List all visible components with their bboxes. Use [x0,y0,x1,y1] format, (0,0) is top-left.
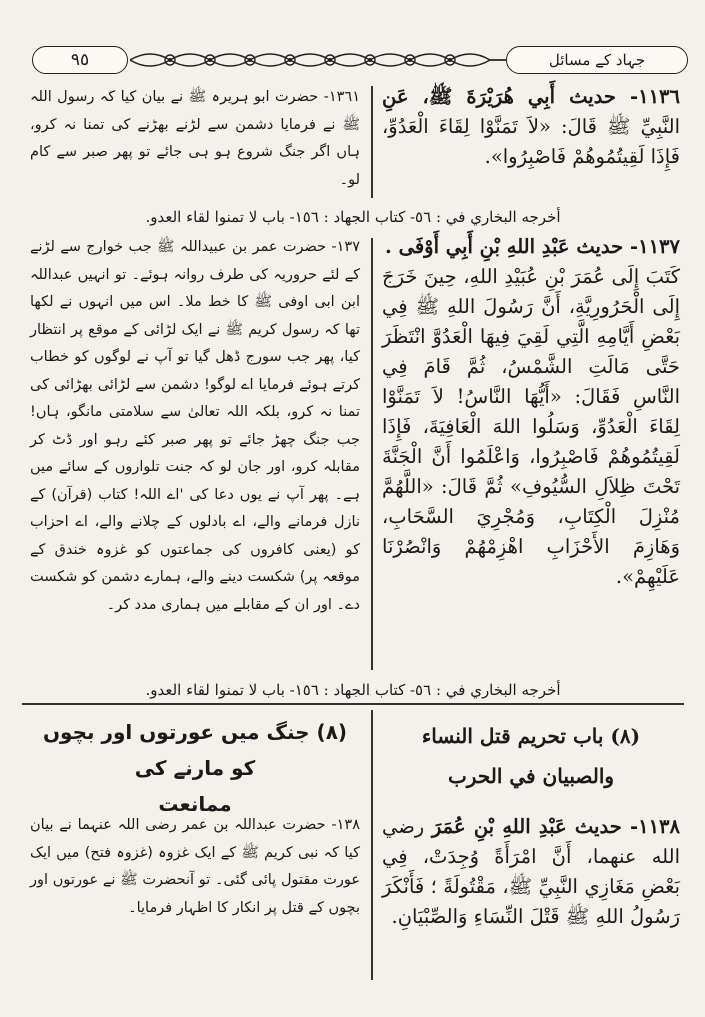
column-divider-1 [371,86,373,198]
hadith-1136-reference: أخرجه البخاري في : ٥٦- كتاب الجهاد : ١٥٦- باب لا تمنوا لقاء العدو. [145,208,561,226]
hadith-1137-urdu: ١٣٧- حضرت عمر بن عبیداللہ ﷺ جب خوارج سے لڑنے کے لئے حروریہ کی طرف روانہ ہوئے۔ تو انہیں عبداللہ ابن ابی اوفی ﷺ کا خط ملا۔ اس میں انہوں نے لکھا تھا کہ رسول کریم ﷺ نے ایک لڑائی کے موقع پر انتظار کیا، پھر جب سورج ڈھل گیا تو آپ نے لوگوں کو خطاب کرتے ہوئے فرمایا اے لوگو! دشمن سے لڑائی بھڑائی کی تمنا نہ کرو، بلکہ اللہ تعالیٰ سے سلامتی مانگو، ہاں! جب جنگ چھڑ جائے تو پھر صبر کئے رہو اور ڈٹ کر مقابلہ کرو، اور جان لو کہ جنت تلواروں کے سائے میں ہے۔ پھر آپ نے یوں دعا کی 'اے اللہ! کتاب (قرآن) کے نازل فرمانے والے، اے بادلوں کے چلانے والے، اے احزاب کو (یعنی کافروں کی جماعتوں کو غزوہ خندق کے موقعہ پر) شکست دینے والے، ہمارے دشمن کو شکست دے۔ اور ان کے مقابلے میں ہماری مدد کر۔ [30,239,360,613]
chapter-8-arabic-heading-line2: والصبيان في الحرب [447,764,615,788]
hadith-1136-arabic-title: ١١٣٦- حديث أَبِي هُرَيْرَةَ ﷺ، عَنِ [382,85,680,108]
hadith-1138-arabic [382,812,680,932]
column-divider-2 [371,238,373,670]
column-divider-3 [371,710,373,980]
chapter-8-urdu-heading [30,714,360,822]
header-ornament-icon [130,42,508,78]
chapter-8-arabic-heading-line1: (٨) باب تحريم قتل النساء [421,724,641,748]
hadith-1137-arabic-title: ١١٣٧- حديث عَبْدِ اللهِ بْنِ أَبِي أَوْفَى . [385,235,680,258]
section-divider [22,703,684,705]
hadith-1137-arabic-text: كَتَبَ إِلَى عُمَرَ بْنِ عُبَيْدِ اللهِ، حِينَ خَرَجَ إِلَى الْحَرُورِيَّةِ، أَنَّ رَسُولَ اللهِ ﷺ فِي بَعْضِ أَيَّامِهِ الَّتِي لَقِيَ فِيهَا الْعَدُوَّ انْتَظَرَ حَتَّى مَالَتِ الشَّمْسُ، ثُمَّ قَامَ فِي النَّاسِ فَقَالَ: «أَيُّهَا النَّاسُ! لاَ تَمَنَّوْا لِقَاءَ الْعَدُوِّ، وَسَلُوا اللهَ الْعَافِيَةَ، فَإِذَا لَقِيتُمُوهُمْ فَاصْبِرُوا، وَاعْلَمُوا أَنَّ الْجَنَّةَ تَحْتَ ظِلاَلِ السُّيُوفِ» ثُمَّ قَالَ: «اللَّهُمَّ مُنْزِلَ الْكِتَابِ، وَمُجْرِيَ السَّحَابِ، وَهَازِمَ الأَحْزَابِ اهْزِمْهُمْ وَانْصُرْنَا عَلَيْهِمْ». [382,265,680,588]
page-number-cartouche [32,46,128,74]
hadith-1138-arabic-title: ١١٣٨- حديث عَبْدِ اللهِ بْنِ عُمَرَ [431,815,680,838]
chapter-title-cartouche [506,46,688,74]
page-header [30,42,690,78]
hadith-1138-urdu: ١٣٨- حضرت عبداللہ بن عمر رضی اللہ عنہما نے بیان کیا کہ نبی کریم ﷺ کے ایک غزوہ (غزوہ فتح) میں ایک عورت مقتول پائی گئی۔ تو آنحضرت ﷺ نے عورتوں اور بچوں کے قتل پر انکار کا اظہار فرمایا۔ [30,817,360,916]
hadith-1137-arabic [382,232,680,592]
hadith-1136-arabic-text: النَّبِيِّ ﷺ قَالَ: «لاَ تَمَنَّوْا لِقَاءَ الْعَدُوِّ، فَإِذَا لَقِيتُمُوهُمْ فَاصْبِرُوا». [382,115,680,168]
hadith-1137-reference: أخرجه البخاري في : ٥٦- كتاب الجهاد : ١٥٦- باب لا تمنوا لقاء العدو. [145,681,561,699]
chapter-8-urdu-heading-line2: ممانعت [158,792,232,816]
chapter-8-arabic-heading [382,716,680,796]
chapter-8-urdu-heading-line1: (٨) جنگ میں عورتوں اور بچوں کو مارنے کی [42,720,348,780]
page-number: ٩٥ [70,50,90,70]
hadith-1136-arabic [382,82,680,172]
hadith-1136-urdu: ١٣٦١- حضرت ابو ہریرہ ﷺ نے بیان کیا کہ رسول اللہ ﷺ نے فرمایا دشمن سے لڑنے بھڑنے کی تمنا نہ کرو، ہاں اگر جنگ شروع ہو ہی جائے تو پھر صبر سے کام لو۔ [30,89,360,188]
hadith-1138-arabic-text: رضي الله عنهما، أَنَّ امْرَأَةً وُجِدَتْ، فِي بَعْضِ مَغَازِي النَّبِيِّ ﷺ، مَقْتُولَةً ؛ فَأَنْكَرَ رَسُولُ اللهِ ﷺ قَتْلَ النِّسَاءِ وَالصِّبْيَانِ. [382,815,680,928]
chapter-title: جہاد کے مسائل [548,51,646,69]
